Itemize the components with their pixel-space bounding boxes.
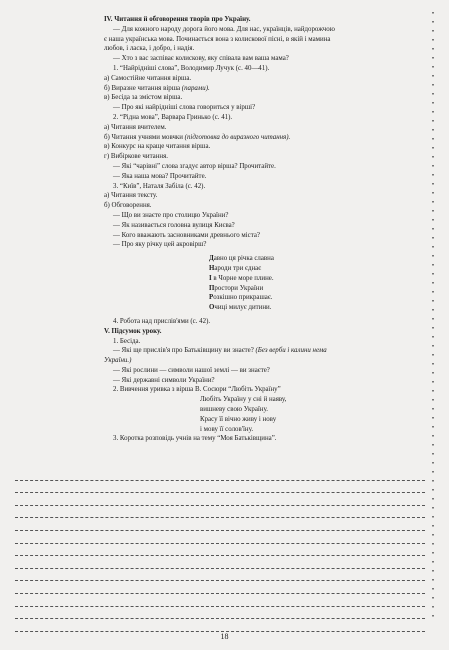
- summary-item-1: 1. Бесіда.: [113, 337, 141, 345]
- sub-item: в) Бесіда за змістом вірша.: [104, 94, 183, 102]
- sub-item-text: б) Читання учнями мовчки: [104, 133, 185, 141]
- blank-line: [15, 569, 425, 582]
- summary-item-3: 3. Коротка розповідь учнів на тему “Моя Батьківщина”.: [113, 435, 277, 443]
- blank-line: [15, 518, 425, 531]
- acrostic-line: Народи три єднає: [209, 264, 262, 272]
- blank-line: [15, 468, 425, 481]
- acrostic-line: Очиці милує дитини.: [209, 304, 272, 312]
- sub-item: в) Конкурс на краще читання вірша.: [104, 143, 211, 151]
- sub-item-note: (парами).: [181, 84, 210, 92]
- writing-lines: [15, 468, 425, 632]
- poem-line: Любіть Україну у сні й наяву,: [200, 396, 287, 404]
- question-line: — Про які найрідніші слова говориться у вірші?: [113, 104, 256, 112]
- blank-line: [15, 506, 425, 519]
- page-number: 18: [220, 632, 229, 641]
- reading-item-1: 1. “Найрідніші слова”, Володимир Лучук (с. 40—41).: [113, 64, 270, 72]
- sub-item-text: б) Виразне читання вірша: [104, 84, 182, 92]
- sub-item: а) Самостійне читання вірша.: [104, 74, 192, 82]
- section-heading-v: V. Підсумок уроку.: [104, 327, 162, 335]
- sub-item: а) Читання тексту.: [104, 192, 158, 200]
- question-line: — Про яку річку цей акровірш?: [113, 241, 207, 249]
- sub-item-note: (підготовка до виразного читання).: [184, 133, 291, 141]
- section-heading-iv: IV. Читання й обговорення творів про Україну.: [104, 16, 251, 23]
- question-line: — Яка наша мова? Прочитайте.: [113, 172, 207, 180]
- acrostic-line: Розкішно прикрашає.: [209, 294, 273, 302]
- question-line: — Які державні символи України?: [113, 376, 215, 384]
- blank-line: [15, 607, 425, 620]
- blank-line: [15, 619, 425, 632]
- summary-item-2: 2. Вивчення уривка з вірша В. Сосюри “Любіть Україну”: [113, 386, 281, 394]
- reading-item-4: 4. Робота над прислів'ями (с. 42).: [113, 317, 211, 325]
- question-line: — Які рослини — символи нашої землі — ви знаєте?: [113, 366, 270, 374]
- poem-line: Красу її вічно живу і нову: [200, 415, 277, 423]
- reading-item-2: 2. “Рідна мова”, Варвара Гринько (с. 41).: [113, 113, 233, 121]
- question-line: — Як називається головна вулиця Києва?: [113, 221, 235, 229]
- acrostic-line: Простори України: [209, 284, 264, 292]
- sub-item: а) Читання вчителем.: [104, 123, 167, 131]
- question-line: — Що ви знаєте про столицю України?: [113, 211, 229, 219]
- paragraph-line: любов, і ласка, і добро, і надія.: [104, 45, 195, 53]
- blank-line: [15, 544, 425, 557]
- question-line: — Кого вважають засновниками древнього міста?: [113, 231, 260, 239]
- question-line: — Хто з вас заспіває колискову, яку співала вам ваша мама?: [113, 55, 289, 63]
- blank-line: [15, 581, 425, 594]
- acrostic-line: І в Чорне море плине.: [209, 274, 274, 282]
- sub-item: б) Обговорення.: [104, 202, 152, 210]
- blank-line: [15, 493, 425, 506]
- sub-item: [104, 133, 426, 143]
- question-line-continued: України.): [104, 357, 132, 365]
- paragraph-line: є наша українська мова. Починається вона з колискової пісні, в якій і мамина: [104, 35, 331, 43]
- poem-line: вишневу свою Україну.: [200, 406, 268, 414]
- poem-line: і мову її солов'їну.: [200, 425, 254, 433]
- sub-item: г) Вибіркове читання.: [104, 153, 169, 161]
- blank-line: [15, 556, 425, 569]
- question-line: — Які “чарівні” слова згадує автор вірша? Прочитайте.: [113, 162, 276, 170]
- blank-line: [15, 594, 425, 607]
- blank-line: [15, 481, 425, 494]
- paragraph-line: — Для кожного народу дорога його мова. Для нас, українців, найдорожчою: [113, 25, 335, 33]
- acrostic-line: Давно ця річка славна: [209, 255, 274, 263]
- sub-item: [104, 84, 426, 94]
- lesson-text: [104, 15, 426, 444]
- blank-line: [15, 531, 425, 544]
- question-line: — Які ще прислів'я про Батьківщину ви знаєте? (Без верби і калини нема: [113, 347, 327, 355]
- reading-item-3: 3. “Київ”, Наталя Забіла (с. 42).: [113, 182, 206, 190]
- margin-tick-marks: [432, 12, 434, 622]
